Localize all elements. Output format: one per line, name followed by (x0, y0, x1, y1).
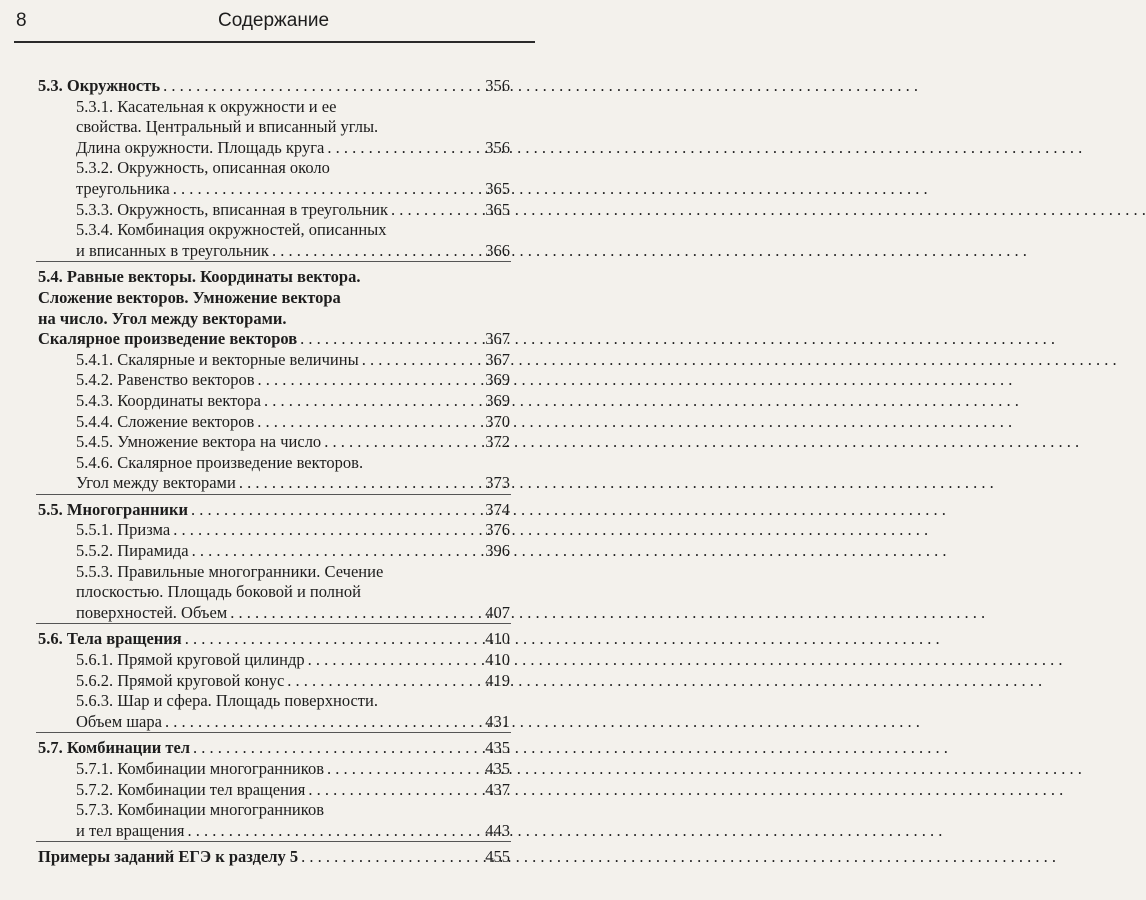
toc-section-entry[interactable] (0, 267, 547, 349)
toc-entry-title: 5.4.6. Скалярное произведение векторов. (76, 452, 364, 472)
toc-section-entry[interactable] (0, 847, 547, 868)
toc-page-number: 419 (485, 670, 510, 690)
toc-entry-title: 5.7.2. Комбинации тел вращения (76, 779, 306, 799)
toc-entry-title: и вписанных в треугольник (76, 240, 269, 260)
toc-entry-title: треугольника (76, 178, 170, 198)
toc-entry-line (0, 650, 547, 671)
toc-page-number: 369 (485, 370, 510, 390)
toc-entry-title: 5.5.2. Пирамида (76, 541, 189, 561)
document-page (0, 0, 547, 900)
toc-subentry[interactable] (0, 671, 547, 692)
toc-entry-line (0, 117, 547, 138)
toc-subentry[interactable] (0, 158, 547, 199)
toc-entry-title: 5.4.5. Умножение вектора на число (76, 432, 322, 452)
toc-entry-title: 5.6. Тела вращения (38, 629, 182, 649)
toc-page-number: 356 (485, 137, 510, 157)
toc-entry-title: Примеры заданий ЕГЭ к разделу 5 (38, 847, 299, 867)
toc-entry-line (0, 671, 547, 692)
toc-entry-title: 5.4.4. Сложение векторов (76, 411, 255, 431)
dot-leader (258, 370, 483, 391)
toc-page-number: 443 (485, 820, 510, 840)
toc-entry-title: 5.3.2. Окружность, описанная около (76, 158, 330, 178)
toc-page-number: 435 (485, 738, 510, 758)
toc-entry-line (0, 629, 547, 650)
dot-leader (191, 500, 482, 521)
toc-entry-line (0, 759, 547, 780)
toc-page-number: 431 (485, 711, 510, 731)
toc-entry-title: 5.4.1. Скалярные и векторные величины (76, 349, 359, 369)
toc-page-number: 455 (485, 847, 510, 867)
toc-entry-line (0, 712, 547, 733)
toc-page-number: 437 (485, 779, 510, 799)
toc-subentry[interactable] (0, 453, 547, 494)
header-rule (14, 41, 535, 43)
page-number: 8 (16, 10, 27, 31)
toc-entry-line (0, 350, 547, 371)
toc-page-number: 410 (485, 629, 510, 649)
dot-leader (300, 329, 482, 350)
toc-entry-line (0, 288, 547, 309)
dot-leader (362, 350, 483, 371)
toc-subentry[interactable] (0, 200, 547, 221)
toc-subentry[interactable] (0, 759, 547, 780)
toc-entry-title: плоскостью. Площадь боковой и полной (76, 582, 361, 602)
toc-entry-title: 5.3. Окружность (38, 76, 161, 95)
toc-entry-title: и тел вращения (76, 820, 185, 840)
toc-entry-title: поверхностей. Объем (76, 602, 228, 622)
toc-entry-line (0, 179, 547, 200)
dot-leader (188, 821, 483, 842)
toc-page-number: 367 (485, 349, 510, 369)
toc-entry-title: 5.3.1. Касательная к окружности и ее (76, 96, 337, 116)
toc-subentry[interactable] (0, 780, 547, 801)
toc-entry-line (0, 97, 547, 118)
toc-entry-line (0, 220, 547, 241)
toc-entry-title: 5.4.2. Равенство векторов (76, 370, 255, 390)
toc-entry-line (0, 138, 547, 159)
toc-entry-line (0, 158, 547, 179)
toc-entry-line (0, 432, 547, 453)
toc-subentry[interactable] (0, 541, 547, 562)
dot-leader (239, 473, 482, 494)
toc-subentry[interactable] (0, 370, 547, 391)
toc-entry-title: Угол между векторами (76, 473, 236, 493)
toc-page-number: 367 (485, 329, 510, 349)
toc-entry-line (0, 821, 547, 842)
toc-section-entry[interactable] (0, 629, 547, 650)
toc-entry-line (0, 800, 547, 821)
toc-page-number: 366 (485, 240, 510, 260)
toc-page-number: 376 (485, 520, 510, 540)
toc-entry-line (0, 309, 547, 330)
toc-page-number: 435 (485, 759, 510, 778)
toc-entry-line (0, 370, 547, 391)
dot-leader (257, 412, 482, 433)
toc-page-number: 369 (485, 390, 510, 410)
dot-leader (173, 520, 482, 541)
toc-subentry[interactable] (0, 391, 547, 412)
dot-leader (391, 200, 482, 221)
toc-subentry[interactable] (0, 800, 547, 841)
toc-page-number: 373 (485, 473, 510, 493)
toc-subentry[interactable] (0, 350, 547, 371)
toc-subentry[interactable] (0, 432, 547, 453)
toc-subentry[interactable] (0, 220, 547, 261)
dot-leader (324, 432, 482, 453)
dot-leader (193, 738, 482, 759)
toc-entry-line (0, 847, 547, 868)
toc-entry-title: 5.7.3. Комбинации многогранников (76, 800, 324, 820)
toc-entry-title: на число. Угол между векторами. (38, 308, 287, 328)
toc-page-number: 370 (485, 411, 510, 431)
dot-leader (308, 650, 483, 671)
toc-subentry[interactable] (0, 650, 547, 671)
toc-page-number: 407 (485, 602, 510, 622)
toc-entry-title: 5.5.3. Правильные многогранники. Сечение (76, 561, 384, 581)
toc-entry-line (0, 241, 547, 262)
dot-leader (192, 541, 483, 562)
dot-leader (272, 241, 482, 262)
toc-entry-title: 5.4. Равные векторы. Координаты вектора. (38, 267, 361, 287)
dot-leader (185, 629, 483, 650)
dot-leader (165, 712, 482, 733)
toc-entry-title: 5.5.1. Призма (76, 520, 171, 540)
dot-leader (163, 76, 482, 97)
toc-entry-title: 5.3.4. Комбинация окружностей, описанных (76, 220, 387, 240)
toc-page-number: 356 (485, 76, 510, 95)
toc-entry-title: Скалярное произведение векторов (38, 329, 298, 349)
toc-entry-line (0, 200, 547, 221)
toc-entry-line (0, 691, 547, 712)
toc-entry-line (0, 453, 547, 474)
toc-page-number: 372 (485, 432, 510, 452)
toc-subentry[interactable] (0, 412, 547, 433)
dot-leader (327, 759, 482, 780)
dot-leader (308, 780, 482, 801)
toc-entry-line (0, 520, 547, 541)
toc-entry-line (0, 738, 547, 759)
toc-entry-title: 5.6.2. Прямой круговой конус (76, 670, 285, 690)
toc-entry-line (0, 267, 547, 288)
toc-entry-title: 5.6.3. Шар и сфера. Площадь поверхности. (76, 691, 378, 711)
dot-leader (301, 847, 482, 868)
dot-leader (230, 603, 482, 624)
toc-entry-line (0, 76, 547, 97)
toc-entry-line (0, 780, 547, 801)
page-header (0, 10, 547, 34)
toc-entry-line (0, 603, 547, 624)
toc-entry-title: 5.3.3. Окружность, вписанная в треугольник (76, 199, 389, 219)
toc-entry-line (0, 500, 547, 521)
header-title: Содержание (217, 10, 330, 31)
dot-leader (173, 179, 483, 200)
toc-entry-line (0, 473, 547, 494)
toc-entry-title: Длина окружности. Площадь круга (76, 137, 325, 157)
toc-page-number: 365 (485, 178, 510, 198)
toc-entry-line (0, 562, 547, 583)
table-of-contents (0, 76, 547, 868)
toc-entry-title: Сложение векторов. Умножение вектора (38, 287, 341, 307)
toc-entry-title: 5.7.1. Комбинации многогранников (76, 759, 324, 778)
toc-subentry[interactable] (0, 520, 547, 541)
toc-section-entry[interactable] (0, 76, 547, 97)
toc-entry-title: Объем шара (76, 711, 162, 731)
toc-entry-title: 5.6.1. Прямой круговой цилиндр (76, 650, 305, 670)
toc-entry-title: свойства. Центральный и вписанный углы. (76, 117, 379, 137)
toc-page-number: 365 (485, 199, 510, 219)
toc-entry-line (0, 391, 547, 412)
toc-page-number: 410 (485, 650, 510, 670)
toc-page-number: 396 (485, 541, 510, 561)
toc-subentry[interactable] (0, 97, 547, 159)
dot-leader (327, 138, 482, 159)
toc-entry-line (0, 541, 547, 562)
toc-entry-title: 5.5. Многогранники (38, 499, 188, 519)
toc-section-entry[interactable] (0, 500, 547, 521)
dot-leader (264, 391, 482, 412)
toc-page-number: 374 (485, 499, 510, 519)
toc-entry-title: 5.7. Комбинации тел (38, 738, 191, 758)
dot-leader (287, 671, 482, 692)
toc-entry-line (0, 329, 547, 350)
toc-entry-line (0, 412, 547, 433)
toc-entry-line (0, 582, 547, 603)
toc-section-entry[interactable] (0, 738, 547, 759)
toc-subentry[interactable] (0, 562, 547, 624)
toc-subentry[interactable] (0, 691, 547, 732)
toc-entry-title: 5.4.3. Координаты вектора (76, 390, 261, 410)
